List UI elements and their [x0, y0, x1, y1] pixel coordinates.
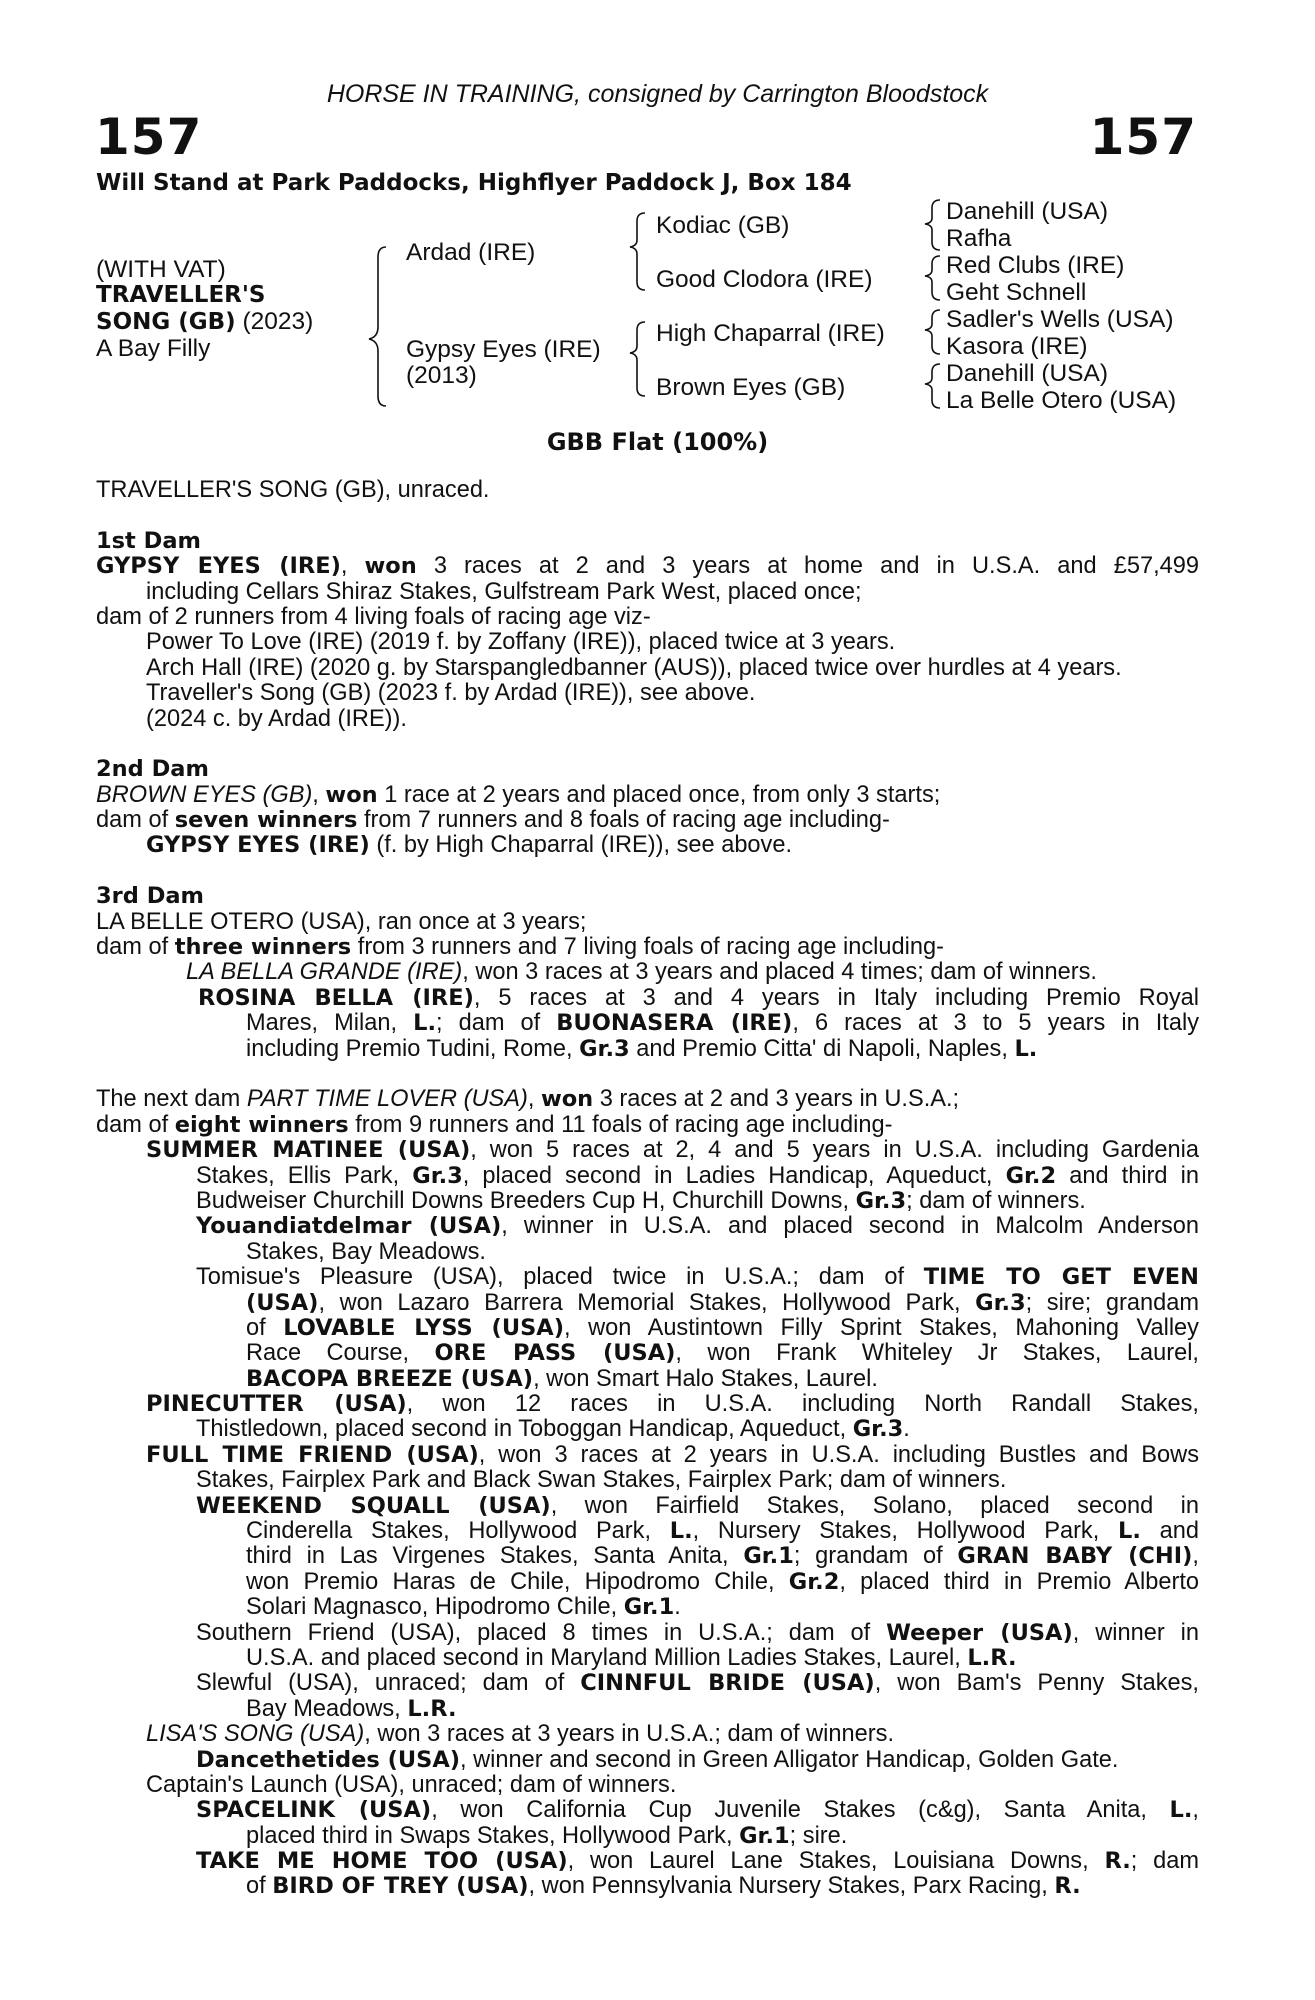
winner-name: BIRD OF TREY (USA): [272, 1873, 529, 1900]
t: and: [1140, 1519, 1199, 1545]
t: ; grandam of: [793, 1544, 958, 1570]
winner-name: Youandiatdelmar (USA): [196, 1214, 502, 1240]
winner-name: PINECUTTER (USA): [146, 1392, 407, 1418]
t: Budweiser Churchill Downs Breeders Cup H, Churchill Downs,: [196, 1187, 856, 1214]
third-dam-line: [96, 1037, 1199, 1062]
grade: L.: [413, 1011, 437, 1037]
gen3-8: La Belle Otero (USA): [946, 387, 1177, 414]
second-dam-line: [96, 833, 1199, 858]
gen3-6: Kasora (IRE): [946, 333, 1088, 360]
t: Mares, Milan,: [246, 1011, 414, 1037]
next-dam-line: [96, 1646, 1199, 1671]
t: , won Smart Halo Stakes, Laurel.: [533, 1365, 878, 1392]
next-dam-line: [96, 1798, 1199, 1823]
t: of: [246, 1873, 273, 1900]
produce-line: Arch Hall (IRE) (2020 g. by Starspangledbanner (AUS)), placed twice over hurdles at 4 years.: [146, 654, 1122, 681]
first-dam-line: dam of 2 runners from 4 living foals of racing age viz-: [96, 603, 651, 630]
next-dam-line: [96, 1341, 1199, 1366]
dam-name: GYPSY EYES (IRE): [96, 554, 341, 580]
winner-name: ORE PASS (USA): [434, 1341, 676, 1367]
winners-count: three winners: [174, 934, 352, 961]
grade: Gr.3: [975, 1290, 1026, 1316]
intro-line: TRAVELLER'S SONG (GB), unraced.: [96, 477, 490, 503]
t: ; sire; grandam: [1025, 1290, 1199, 1316]
t: Bay Meadows,: [246, 1695, 408, 1722]
first-dam-heading: 1st Dam: [96, 527, 201, 554]
third-dam-line: LA BELLE OTERO (USA), ran once at 3 years;: [96, 908, 587, 935]
gen3-1: Danehill (USA): [946, 198, 1109, 225]
horse-description: A Bay Filly: [96, 335, 211, 362]
sep: ,: [312, 781, 326, 808]
t: ,: [527, 1086, 541, 1113]
t: dam of: [96, 1111, 175, 1138]
t: ; dam of: [436, 1011, 557, 1037]
grade: R.: [1104, 1849, 1131, 1875]
grade: Gr.3: [855, 1187, 907, 1214]
next-dam-line: [96, 1544, 1199, 1569]
second-dam-line: [96, 783, 1199, 808]
next-dam-line: [96, 1113, 1199, 1138]
winner-name: Weeper (USA): [886, 1620, 1073, 1646]
t: and Premio Citta' di Napoli, Naples,: [629, 1035, 1015, 1062]
horse-name-line1: TRAVELLER'S: [96, 282, 266, 308]
dam: Gypsy Eyes (IRE): [406, 336, 601, 363]
grade: L.: [1014, 1035, 1038, 1062]
t: 3 races at 2 and 3 years in U.S.A.;: [593, 1086, 960, 1113]
next-dam-line: [96, 1265, 1199, 1290]
t: , won 3 races at 3 years and placed 4 times; dam of winners.: [462, 959, 1097, 986]
next-dam-line: [96, 1291, 1199, 1316]
first-dam-line: including Cellars Shiraz Stakes, Gulfstream Park West, placed once;: [146, 578, 862, 605]
sep: ,: [340, 554, 365, 580]
t: , winner in U.S.A. and placed second in Malcolm Anderson: [501, 1214, 1199, 1240]
t: Tomisue's Pleasure (USA), placed twice in U.S.A.; dam of: [196, 1265, 924, 1291]
sire: Ardad (IRE): [406, 239, 536, 266]
next-dam-line: [96, 1824, 1199, 1849]
winner-name: (USA): [246, 1290, 319, 1316]
first-dam-line: [96, 554, 1199, 579]
winner-name: CINNFUL BRIDE (USA): [580, 1671, 875, 1697]
t: Thistledown, placed second in Toboggan Handicap, Aqueduct,: [196, 1416, 853, 1443]
winner-name: SUMMER MATINEE (USA): [146, 1138, 471, 1164]
winner-name: BUONASERA (IRE): [556, 1011, 793, 1037]
next-dam-line: [96, 1164, 1199, 1189]
next-dam-line: [96, 1214, 1199, 1239]
vat-note: (WITH VAT): [96, 256, 226, 283]
next-dam-line: [96, 1849, 1199, 1874]
t: and third in: [1056, 1163, 1199, 1189]
dam-name: PART TIME LOVER (USA): [246, 1086, 528, 1113]
t: including Premio Tudini, Rome,: [246, 1035, 580, 1062]
winner-name: FULL TIME FRIEND (USA): [146, 1442, 479, 1468]
t: , won 3 races at 2 years in U.S.A. including Bustles and Bows: [478, 1442, 1199, 1468]
t: , won Laurel Lane Stakes, Louisiana Downs,: [567, 1849, 1105, 1875]
t: ; sire.: [789, 1822, 848, 1849]
t: , 6 races at 3 to 5 years in Italy: [792, 1011, 1199, 1037]
gen3-2: Rafha: [946, 225, 1012, 252]
third-dam-heading: 3rd Dam: [96, 883, 204, 910]
winner-name: ROSINA BELLA (IRE): [198, 985, 474, 1011]
grade: Gr.2: [1005, 1163, 1057, 1189]
t: , won Pennsylvania Nursery Stakes, Parx Racing,: [528, 1873, 1055, 1900]
rating-line: GBB Flat (100%): [546, 428, 769, 456]
winner-name: GRAN BABY (CHI): [957, 1544, 1193, 1570]
won-label: won: [325, 781, 378, 808]
next-dam-line: [96, 1494, 1199, 1519]
grade: L.: [1169, 1798, 1193, 1824]
t: ; dam: [1130, 1849, 1199, 1875]
winner-name: WEEKEND SQUALL (USA): [196, 1493, 551, 1519]
winners-count: seven winners: [174, 807, 358, 834]
next-dam-line: [96, 1138, 1199, 1163]
gen3-4: Geht Schnell: [946, 279, 1087, 306]
next-dam-line: [96, 1874, 1199, 1899]
next-dam-line: Stakes, Bay Meadows.: [246, 1238, 486, 1265]
t: , Nursery Stakes, Hollywood Park,: [692, 1519, 1119, 1545]
won-label: won: [364, 554, 417, 580]
next-dam-line: [96, 1316, 1199, 1341]
t: Slewful (USA), unraced; dam of: [196, 1671, 581, 1697]
consignor-subtitle: HORSE IN TRAINING, consigned by Carrington Bloodstock: [326, 80, 989, 108]
horse-name-part: SONG (GB): [96, 309, 236, 335]
second-dam-line: [96, 808, 1199, 833]
t: won Premio Haras de Chile, Hipodromo Chile,: [246, 1569, 789, 1595]
foaling-year: (2023): [242, 308, 314, 335]
t: .: [903, 1416, 910, 1443]
t: , placed third in Premio Alberto: [839, 1569, 1199, 1595]
produce-line: Power To Love (IRE) (2019 f. by Zoffany (IRE)), placed twice at 3 years.: [146, 629, 896, 656]
grade: L.: [1118, 1519, 1141, 1545]
t: (f. by High Chaparral (IRE)), see above.: [369, 832, 793, 859]
sire-sire: Kodiac (GB): [656, 212, 790, 239]
t: , won 5 races at 2, 4 and 5 years in U.S.A. including Gardenia: [470, 1138, 1199, 1164]
horse-name: LA BELLA GRANDE (IRE): [186, 959, 463, 986]
next-dam-line: [96, 1621, 1199, 1646]
second-dam-heading: 2nd Dam: [96, 756, 209, 783]
dam-year: (2013): [406, 362, 477, 389]
grade: L.R.: [967, 1644, 1017, 1671]
next-dam-line: [96, 1722, 1199, 1747]
gen3-7: Danehill (USA): [946, 360, 1109, 387]
dam-name: BROWN EYES (GB): [96, 781, 313, 808]
produce-line: Traveller's Song (GB) (2023 f. by Ardad (IRE)), see above.: [146, 680, 756, 707]
sire-dam: Good Clodora (IRE): [656, 266, 873, 293]
next-dam-line: [96, 1748, 1199, 1773]
t: , won Austintown Filly Sprint Stakes, Mahoning Valley: [564, 1315, 1199, 1341]
next-dam-line: [96, 1697, 1199, 1722]
t: , 5 races at 3 and 4 years in Italy including Premio Royal: [473, 985, 1199, 1011]
gen3-3: Red Clubs (IRE): [946, 252, 1125, 279]
grade: Gr.3: [579, 1035, 630, 1062]
t: ; dam of winners.: [906, 1187, 1086, 1214]
next-dam-line: [96, 1189, 1199, 1214]
t: The next dam: [96, 1086, 247, 1113]
next-dam-line: [96, 1443, 1199, 1468]
t: U.S.A. and placed second in Maryland Million Ladies Stakes, Laurel,: [246, 1644, 968, 1671]
winner-name: TIME TO GET EVEN: [923, 1265, 1199, 1291]
t: ,: [1192, 1798, 1199, 1824]
grade: Gr.1: [623, 1594, 675, 1621]
t: Solari Magnasco, Hipodromo Chile,: [246, 1594, 624, 1621]
lot-number-right: 157: [1089, 108, 1197, 166]
third-dam-line: [96, 960, 1199, 985]
grade: L.: [669, 1519, 693, 1545]
winner-name: TAKE ME HOME TOO (USA): [196, 1849, 568, 1875]
horse-name: LISA'S SONG (USA): [146, 1721, 365, 1748]
horse-name-line2: [96, 308, 313, 336]
third-dam-line: [96, 1011, 1199, 1036]
next-dam-line: Stakes, Fairplex Park and Black Swan Stakes, Fairplex Park; dam of winners.: [196, 1467, 1007, 1494]
t: Stakes, Ellis Park,: [196, 1163, 413, 1189]
t: third in Las Virgenes Stakes, Santa Anita,: [246, 1544, 744, 1570]
t: , won 3 races at 3 years in U.S.A.; dam of winners.: [364, 1721, 894, 1748]
winner-name: BACOPA BREEZE (USA): [246, 1365, 534, 1392]
t: Southern Friend (USA), placed 8 times in U.S.A.; dam of: [196, 1620, 887, 1646]
catalogue-body: [96, 478, 1199, 1900]
winner-name: GYPSY EYES (IRE): [146, 832, 370, 859]
t: .: [674, 1594, 681, 1621]
dam-dam: Brown Eyes (GB): [656, 374, 846, 401]
t: placed third in Swaps Stakes, Hollywood Park,: [246, 1822, 740, 1849]
won-label: won: [540, 1086, 594, 1113]
next-dam-line: [96, 1671, 1199, 1696]
t: , placed second in Ladies Handicap, Aqueduct,: [462, 1163, 1006, 1189]
third-dam-line: [96, 986, 1199, 1011]
winner-name: Dancethetides (USA): [196, 1746, 461, 1773]
next-dam-line: [96, 1519, 1199, 1544]
t: dam of: [96, 807, 175, 834]
third-dam-line: [96, 935, 1199, 960]
t: , won California Cup Juvenile Stakes (c&g), Santa Anita,: [431, 1798, 1170, 1824]
t: from 3 runners and 7 living foals of racing age including-: [351, 934, 944, 961]
winner-name: SPACELINK (USA): [196, 1798, 432, 1824]
record-text: 3 races at 2 and 3 years at home and in U.S.A. and £57,499: [416, 554, 1199, 580]
next-dam-line: [96, 1417, 1199, 1442]
t: of: [246, 1315, 284, 1341]
next-dam-line: [96, 1087, 1199, 1112]
t: , won Fairfield Stakes, Solano, placed second in: [550, 1493, 1199, 1519]
stabling-location: Will Stand at Park Paddocks, Highflyer Paddock J, Box 184: [96, 170, 852, 196]
grade: L.R.: [407, 1695, 457, 1722]
t: Race Course,: [246, 1341, 435, 1367]
t: dam of: [96, 934, 175, 961]
winner-name: LOVABLE LYSS (USA): [283, 1315, 564, 1341]
t: , won Frank Whiteley Jr Stakes, Laurel,: [675, 1341, 1199, 1367]
grade: Gr.3: [852, 1416, 904, 1443]
grade: Gr.1: [743, 1544, 794, 1570]
t: , won Bam's Penny Stakes,: [874, 1671, 1199, 1697]
next-dam-line: [96, 1367, 1199, 1392]
record-text: 1 race at 2 years and placed once, from only 3 starts;: [377, 781, 941, 808]
lot-number-left: 157: [95, 108, 203, 166]
t: from 9 runners and 11 foals of racing age including-: [348, 1111, 893, 1138]
next-dam-line: [96, 1595, 1199, 1620]
gen3-5: Sadler's Wells (USA): [946, 306, 1174, 333]
t: from 7 runners and 8 foals of racing age including-: [357, 807, 890, 834]
next-dam-line: [96, 1392, 1199, 1417]
grade: Gr.2: [788, 1569, 840, 1595]
winners-count: eight winners: [174, 1111, 349, 1138]
grade: Gr.1: [739, 1822, 790, 1849]
t: , won Lazaro Barrera Memorial Stakes, Hollywood Park,: [318, 1290, 976, 1316]
t: ,: [1192, 1544, 1199, 1570]
next-dam-line: [96, 1570, 1199, 1595]
grade: Gr.3: [412, 1163, 463, 1189]
grade: R.: [1054, 1873, 1081, 1900]
t: Cinderella Stakes, Hollywood Park,: [246, 1519, 670, 1545]
t: , winner in: [1072, 1620, 1199, 1646]
t: , won 12 races in U.S.A. including North Randall Stakes,: [406, 1392, 1199, 1418]
t: , winner and second in Green Alligator Handicap, Golden Gate.: [460, 1746, 1119, 1773]
produce-line: (2024 c. by Ardad (IRE)).: [146, 705, 407, 732]
dam-sire: High Chaparral (IRE): [656, 320, 885, 347]
next-dam-line: Captain's Launch (USA), unraced; dam of winners.: [146, 1771, 677, 1798]
